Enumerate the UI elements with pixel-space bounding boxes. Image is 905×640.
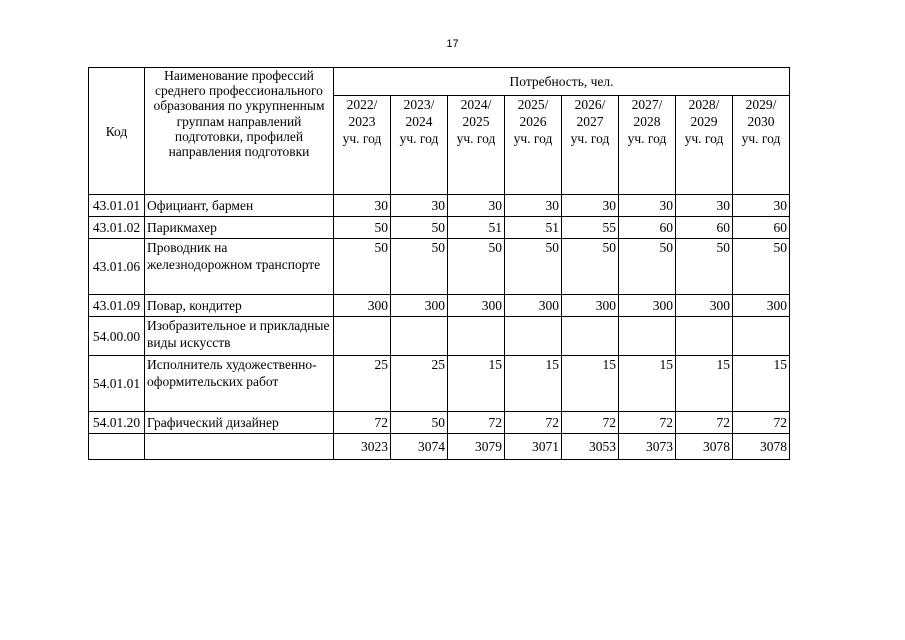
year-header-line2: 2025 <box>462 114 490 129</box>
row-profession-name: Официант, бармен <box>145 195 334 217</box>
total-value: 3079 <box>448 434 505 460</box>
row-value: 50 <box>391 239 448 295</box>
row-value: 15 <box>448 356 505 412</box>
row-value: 50 <box>334 217 391 239</box>
row-value: 72 <box>448 412 505 434</box>
row-value: 300 <box>391 295 448 317</box>
row-profession-name: Графический дизайнер <box>145 412 334 434</box>
year-header-line1: 2028/ <box>688 97 720 112</box>
row-value: 30 <box>448 195 505 217</box>
row-value: 51 <box>505 217 562 239</box>
needs-table <box>88 67 790 460</box>
table-row <box>89 356 790 412</box>
row-value: 72 <box>562 412 619 434</box>
row-value: 72 <box>619 412 676 434</box>
row-value: 50 <box>334 239 391 295</box>
year-header-line2: 2027 <box>576 114 604 129</box>
row-value: 30 <box>391 195 448 217</box>
year-header-line2: 2023 <box>348 114 376 129</box>
row-value <box>505 317 562 356</box>
row-value: 30 <box>562 195 619 217</box>
total-value: 3071 <box>505 434 562 460</box>
row-code: 43.01.01 <box>89 195 145 217</box>
row-value: 300 <box>619 295 676 317</box>
year-header-line2: 2024 <box>405 114 433 129</box>
year-header-line3: уч. год <box>342 131 382 146</box>
header-profession-name: Наименование профессий среднего профессионального образования по укрупненным группам направлений подготовки, профилей направления подготовки <box>145 68 334 195</box>
row-value <box>334 317 391 356</box>
row-value: 50 <box>505 239 562 295</box>
row-value: 60 <box>676 217 733 239</box>
header-need: Потребность, чел. <box>334 68 790 96</box>
year-header <box>733 96 790 195</box>
year-header-line2: 2026 <box>519 114 547 129</box>
table-row <box>89 195 790 217</box>
row-value: 30 <box>733 195 790 217</box>
year-header <box>448 96 505 195</box>
row-value: 300 <box>448 295 505 317</box>
total-value: 3074 <box>391 434 448 460</box>
table-body <box>89 195 790 460</box>
row-code: 43.01.09 <box>89 295 145 317</box>
row-value: 72 <box>505 412 562 434</box>
totals-empty-cell <box>89 434 145 460</box>
row-value: 300 <box>562 295 619 317</box>
row-value: 51 <box>448 217 505 239</box>
row-value: 30 <box>505 195 562 217</box>
row-value <box>448 317 505 356</box>
total-value: 3073 <box>619 434 676 460</box>
row-value: 60 <box>619 217 676 239</box>
row-code: 54.00.00 <box>89 317 145 356</box>
year-header-line3: уч. год <box>399 131 439 146</box>
row-value: 300 <box>334 295 391 317</box>
row-value: 50 <box>562 239 619 295</box>
row-value: 300 <box>733 295 790 317</box>
row-value: 50 <box>391 412 448 434</box>
row-value: 72 <box>733 412 790 434</box>
row-profession-name: Повар, кондитер <box>145 295 334 317</box>
row-value <box>391 317 448 356</box>
year-header <box>505 96 562 195</box>
row-value: 15 <box>505 356 562 412</box>
total-value: 3078 <box>676 434 733 460</box>
year-header-line3: уч. год <box>513 131 553 146</box>
year-header-line2: 2029 <box>690 114 718 129</box>
row-value: 72 <box>676 412 733 434</box>
year-header-line3: уч. год <box>570 131 610 146</box>
year-header-line3: уч. год <box>627 131 667 146</box>
row-value: 30 <box>619 195 676 217</box>
year-header <box>562 96 619 195</box>
row-value: 25 <box>334 356 391 412</box>
row-profession-name: Парикмахер <box>145 217 334 239</box>
row-value <box>562 317 619 356</box>
row-code: 54.01.01 <box>89 356 145 412</box>
year-header-line3: уч. год <box>741 131 781 146</box>
year-header-line1: 2024/ <box>460 97 492 112</box>
row-value: 300 <box>676 295 733 317</box>
year-header <box>334 96 391 195</box>
page-number: 17 <box>446 38 459 50</box>
totals-row <box>89 434 790 460</box>
total-value: 3023 <box>334 434 391 460</box>
table-row <box>89 317 790 356</box>
row-value: 30 <box>676 195 733 217</box>
row-value: 55 <box>562 217 619 239</box>
row-value: 15 <box>733 356 790 412</box>
row-code: 54.01.20 <box>89 412 145 434</box>
row-value: 72 <box>334 412 391 434</box>
table-row <box>89 295 790 317</box>
row-code: 43.01.02 <box>89 217 145 239</box>
row-value: 15 <box>562 356 619 412</box>
total-value: 3053 <box>562 434 619 460</box>
year-header-line1: 2025/ <box>517 97 549 112</box>
row-value: 15 <box>619 356 676 412</box>
row-value: 15 <box>676 356 733 412</box>
year-header <box>391 96 448 195</box>
row-code: 43.01.06 <box>89 239 145 295</box>
row-value: 300 <box>505 295 562 317</box>
row-value: 50 <box>619 239 676 295</box>
table-row <box>89 239 790 295</box>
year-header-line1: 2027/ <box>631 97 663 112</box>
row-profession-name: Исполнитель художественно-оформительских работ <box>145 356 334 412</box>
year-header-line3: уч. год <box>684 131 724 146</box>
row-value: 60 <box>733 217 790 239</box>
totals-empty-cell <box>145 434 334 460</box>
year-header-line3: уч. год <box>456 131 496 146</box>
year-header-line2: 2028 <box>633 114 661 129</box>
row-profession-name: Проводник на железнодорожном транспорте <box>145 239 334 295</box>
table-row <box>89 412 790 434</box>
row-value <box>733 317 790 356</box>
year-header-line1: 2029/ <box>745 97 777 112</box>
header-code: Код <box>89 68 145 195</box>
year-header-line1: 2022/ <box>346 97 378 112</box>
total-value: 3078 <box>733 434 790 460</box>
row-value: 50 <box>448 239 505 295</box>
row-value <box>676 317 733 356</box>
row-value <box>619 317 676 356</box>
row-value: 50 <box>733 239 790 295</box>
row-value: 50 <box>676 239 733 295</box>
year-header-line1: 2023/ <box>403 97 435 112</box>
year-header-line2: 2030 <box>747 114 775 129</box>
row-profession-name: Изобразительное и прикладные виды искусств <box>145 317 334 356</box>
table-row <box>89 217 790 239</box>
year-header <box>676 96 733 195</box>
row-value: 50 <box>391 217 448 239</box>
year-header <box>619 96 676 195</box>
row-value: 25 <box>391 356 448 412</box>
row-value: 30 <box>334 195 391 217</box>
year-header-line1: 2026/ <box>574 97 606 112</box>
